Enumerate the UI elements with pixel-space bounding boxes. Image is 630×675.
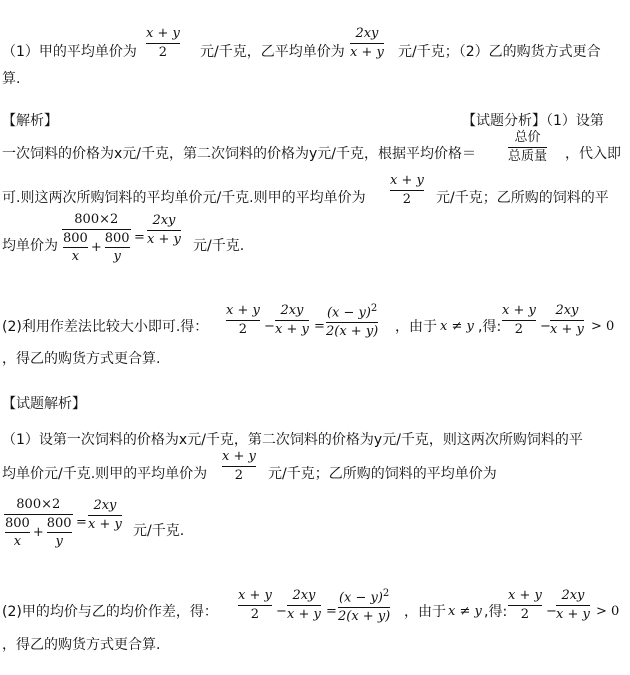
numerator: 总价 <box>514 130 541 145</box>
numerator: 2xy <box>561 588 585 603</box>
shiti-part2: (2)甲的均价与乙的均价作差，得： <box>2 604 218 620</box>
numerator: 2xy <box>93 498 117 513</box>
fraction-2xy-over-x-plus-y <box>287 588 321 623</box>
numerator: 800×2 <box>74 212 119 227</box>
denominator: 2 <box>234 468 244 483</box>
denominator: x + y <box>350 45 384 60</box>
fraction-2xy-over-x-plus-y <box>550 303 584 338</box>
fenxi-label: 【试题分析】（1）设第 <box>462 113 604 129</box>
denominator: x + y <box>88 517 122 532</box>
numerator: x + y <box>238 588 272 603</box>
jiexi-label: 【解析】 <box>2 113 58 129</box>
jiexi-line2: 可.则这两次所购饲料的平均单价元/千克.则甲的平均单价为 <box>2 190 366 206</box>
denominator: 2 <box>250 607 260 622</box>
numerator: x + y <box>508 588 542 603</box>
denominator: 2 <box>514 322 524 337</box>
numerator: x + y <box>222 449 256 464</box>
fraction-2xy-over-x-plus-y <box>556 588 590 623</box>
x-neq-y: x ≠ y <box>448 604 482 619</box>
denominator: 总质量 <box>508 149 548 164</box>
denominator: x + y <box>287 607 321 622</box>
fraction-2xy-over-x-plus-y <box>88 498 122 533</box>
shiti-since: ，由于 <box>404 604 446 620</box>
shiti-line1: （1）设第一次饲料的价格为x元/千克，第二次饲料的价格为y元/千克，则这两次所购饲料的平 <box>2 432 583 448</box>
fraction-800x2-over-sum <box>62 212 131 264</box>
denominator: x + y <box>275 322 309 337</box>
jiexi-since: ，由于 <box>395 319 437 335</box>
minus-sign: − <box>276 604 287 619</box>
equals-sign: = <box>134 230 145 245</box>
denominator: x + y <box>550 322 584 337</box>
jiexi-line3-unit: 元/千克. <box>193 238 245 254</box>
shiti-line2: 均单价元/千克.则甲的平均单价为 <box>2 466 208 482</box>
shiti-label: 【试题解析】 <box>2 396 86 412</box>
shiti-line3-unit: 元/千克. <box>133 523 185 539</box>
denominator: 2 <box>520 607 530 622</box>
jiexi-line1-end: ，代入即 <box>565 146 621 162</box>
denominator: $\frac{800}{x}$ + $\frac{800}{y}$ <box>63 231 130 264</box>
fraction-total-price-over-total-mass <box>508 130 547 165</box>
numerator: x + y <box>226 303 260 318</box>
denominator: $\frac{800}{x}$ + $\frac{800}{y}$ <box>5 516 72 549</box>
answer-part2: 元/千克；（2）乙的购货方式更合 <box>398 44 601 60</box>
answer-line2: 算. <box>2 71 21 87</box>
numerator: $(x - y)^2$ <box>338 588 390 606</box>
fraction-2xy-over-x-plus-y <box>147 213 181 248</box>
fraction-x-plus-y-over-2 <box>226 303 260 338</box>
numerator: 2xy <box>555 303 579 318</box>
minus-sign: − <box>546 604 557 619</box>
de-label: ,得: <box>478 319 502 335</box>
denominator: 2 <box>238 322 248 337</box>
fraction-2xy-over-x-plus-y <box>275 303 309 338</box>
numerator: 2xy <box>292 588 316 603</box>
numerator: 2xy <box>152 213 176 228</box>
jiexi-line3: 均单价为 <box>2 238 58 254</box>
numerator: x + y <box>502 303 536 318</box>
numerator: $(x - y)^2$ <box>326 303 378 321</box>
shiti-conclusion: ，得乙的购货方式更合算. <box>2 637 161 653</box>
numerator: x + y <box>390 173 424 188</box>
jiexi-line2-end: 元/千克；乙所购的饲料的平 <box>436 190 609 206</box>
fraction-x-plus-y-over-2 <box>508 588 542 623</box>
fraction-x-plus-y-over-2 <box>146 26 180 61</box>
answer-part1-unit: 元/千克，乙平均单价为 <box>200 44 345 60</box>
denominator: 2 <box>158 45 168 60</box>
fraction-x-plus-y-over-2 <box>390 173 424 208</box>
fraction-800x2-over-sum <box>4 497 73 549</box>
de-label: ,得: <box>484 604 508 620</box>
greater-than-zero: > 0 <box>591 319 615 334</box>
fraction-x-plus-y-over-2 <box>502 303 536 338</box>
minus-sign: − <box>540 319 551 334</box>
denominator: x + y <box>147 232 181 247</box>
fraction-2xy-over-x-plus-y <box>350 26 384 61</box>
greater-than-zero: > 0 <box>596 604 620 619</box>
denominator: 2(x + y) <box>338 609 391 625</box>
equals-sign: = <box>326 604 337 619</box>
numerator: 2xy <box>280 303 304 318</box>
fraction-x-plus-y-over-2 <box>222 449 256 484</box>
shiti-line2-end: 元/千克；乙所购的饲料的平均单价为 <box>268 466 497 482</box>
answer-part1-label: （1）甲的平均单价为 <box>2 44 137 60</box>
equals-sign: = <box>314 319 325 334</box>
fraction-difference <box>326 301 378 340</box>
jiexi-line1: 一次饲料的价格为x元/千克，第二次饲料的价格为y元/千克，根据平均价格＝ <box>2 146 477 162</box>
equals-sign: = <box>76 515 87 530</box>
jiexi-part2: (2)利用作差法比较大小即可.得： <box>2 319 209 335</box>
x-neq-y: x ≠ y <box>440 319 474 334</box>
numerator: x + y <box>146 26 180 41</box>
fraction-difference <box>338 586 390 625</box>
numerator: 800×2 <box>16 497 61 512</box>
fraction-x-plus-y-over-2 <box>238 588 272 623</box>
numerator: 2xy <box>355 26 379 41</box>
denominator: x + y <box>556 607 590 622</box>
denominator: 2 <box>402 192 412 207</box>
minus-sign: − <box>264 319 275 334</box>
jiexi-conclusion: ，得乙的购货方式更合算. <box>2 351 161 367</box>
denominator: 2(x + y) <box>326 324 379 340</box>
